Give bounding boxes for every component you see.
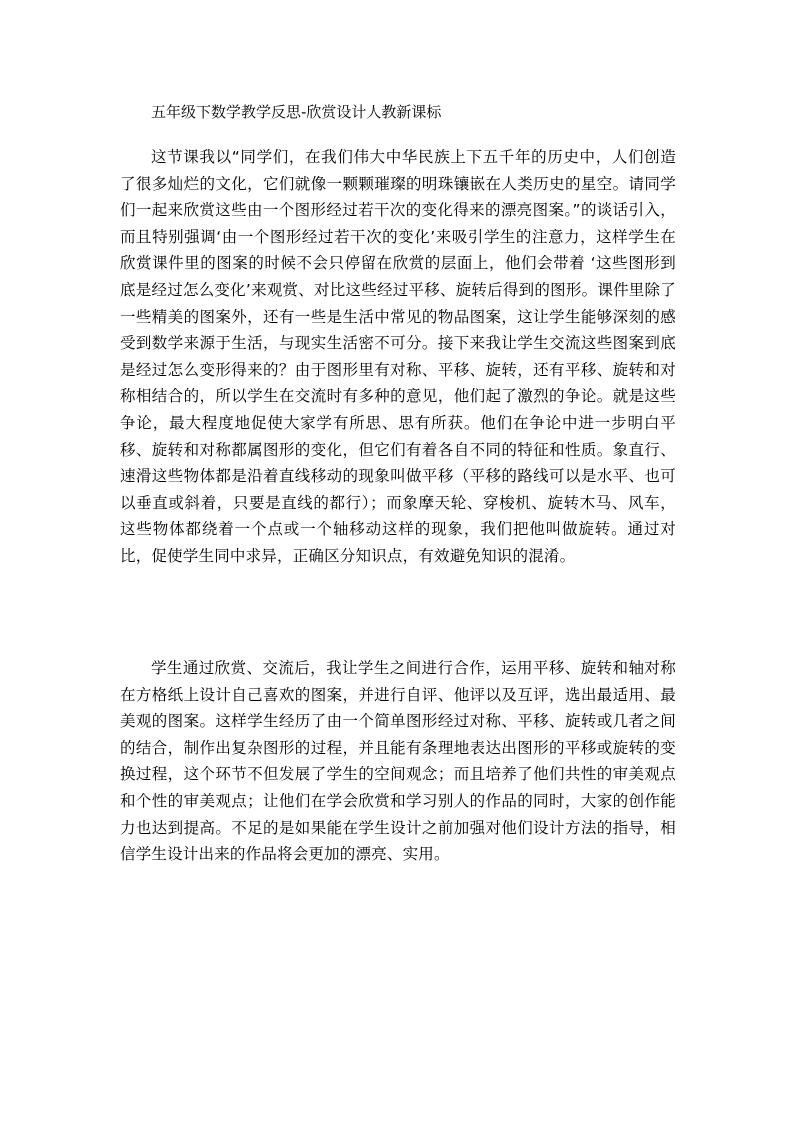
paragraph-reflection-intro: 这节课我以“同学们，在我们伟大中华民族上下五千年的历史中，人们创造了很多灿烂的文化，它们就像一颗颗璀璨的明珠镶嵌在人类历史的星空。请同学们一起来欣赏这些由一个图形经过若干次的变化得来的漂亮图案。”的谈话引入，而且特别强调‘由一个图形经过若干次的变化’来吸引学生的注意力，这样学生在欣赏课件里的图案的时候不会只停留在欣赏的层面上，他们会带着 ‘这些图形到底是经过怎么变化’来观赏、对比这些经过平移、旋转后得到的图形。课件里除了一些精美的图案外，还有一些是生活中常见的物品图案，这让学生能够深刻的感受到数学来源于生活，与现实生活密不可分。接下来我让学生交流这些图案到底是经过怎么变形得来的？由于图形里有对称、平移、旋转，还有平移、旋转和对称相结合的，所以学生在交流时有多种的意见，他们起了激烈的争论。就是这些争论，最大程度地促使大家学有所思、思有所获。他们在争论中进一步明白平移、旋转和对称都属图形的变化，但它们有着各自不同的特征和性质。象直行、速滑这些物体都是沿着直线移动的现象叫做平移（平移的路线可以是水平、也可以垂直或斜着，只要是直线的都行）；而象摩天轮、穿梭机、旋转木马、风车，这些物体都绕着一个点或一个轴移动这样的现象，我们把他叫做旋转。通过对比，促使学生同中求异，正确区分知识点，有效避免知识的混淆。 [120, 148, 676, 565]
document-title: 五年级下数学教学反思-欣赏设计人教新课标 [151, 103, 442, 121]
paragraph-reflection-design: 学生通过欣赏、交流后，我让学生之间进行合作，运用平移、旋转和轴对称在方格纸上设计自己喜欢的图案，并进行自评、他评以及互评，选出最适用、最美观的图案。这样学生经历了由一个简单图形经过对称、平移、旋转或几者之间的结合，制作出复杂图形的过程，并且能有条理地表达出图形的平移或旋转的变换过程，这个环节不但发展了学生的空间观念；而且培养了他们共性的审美观点和个性的审美观点；让他们在学会欣赏和学习别人的作品的同时，大家的创作能力也达到提高。不足的是如果能在学生设计之前加强对他们设计方法的指导，相信学生设计出来的作品将会更加的漂亮、实用。 [120, 659, 676, 864]
